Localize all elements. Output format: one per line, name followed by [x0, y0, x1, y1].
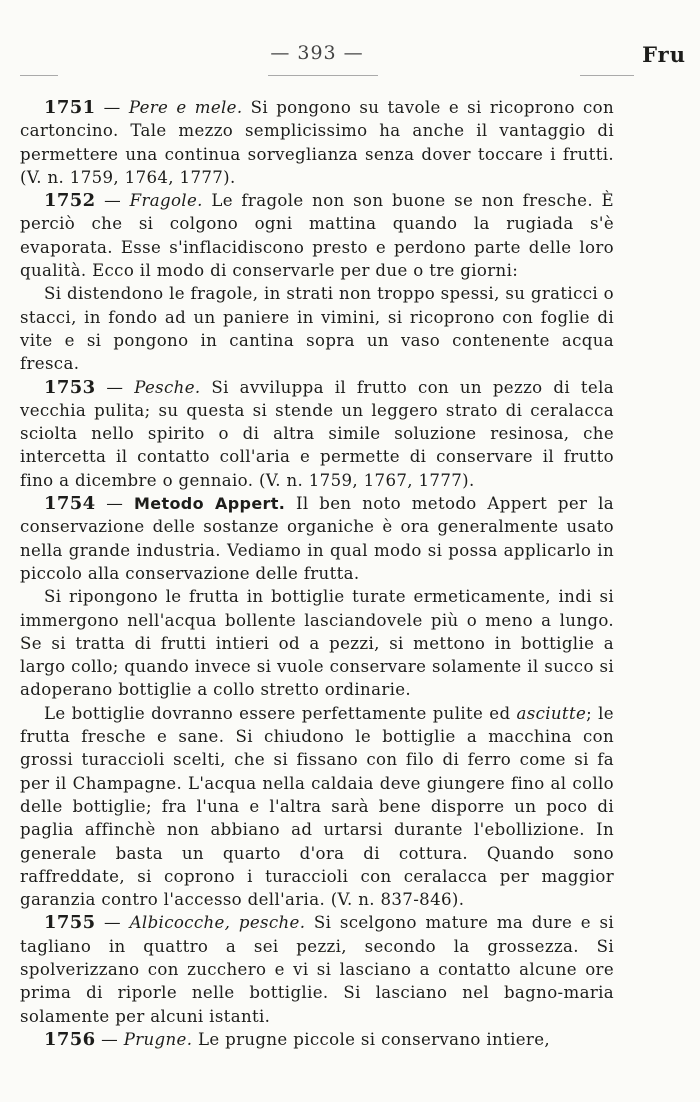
entry-title: Metodo Appert. — [133, 494, 286, 514]
entry-dash: — — [95, 191, 130, 211]
entry-number: 1754 — [44, 493, 96, 515]
entry-number: 1753 — [44, 376, 96, 398]
entry-text: Le prugne piccole si conservano intiere, — [192, 1029, 551, 1049]
entry-text: Il ben noto metodo Appert per la conservazione delle sostanze organiche è ora generalmente usato nella grande industria. Vediamo in qual modo si possa applicarlo in piccolo alla conservazione delle frutta. — [20, 494, 614, 583]
entry-text: Si scelgono mature ma dure e si tagliano in quattro a sei pezzi, secondo la grossezza. Si spolverizzano con zucchero e vi si lasciano a contatto alcune ore prima di riporle nelle bottiglie. Si lasciano nel bagno-maria solamente per alcuni istanti. — [20, 913, 615, 1026]
entry-1756 — [20, 1028, 614, 1051]
entry-number: 1751 — [44, 97, 96, 118]
entry-1755 — [20, 911, 614, 1027]
entry-title: Pere e mele. — [128, 98, 243, 117]
entry-dash: — — [95, 494, 134, 514]
entry-title: Prugne. — [123, 1029, 193, 1049]
entry-title: Fragole. — [129, 191, 203, 211]
entry-dash: — — [95, 98, 129, 117]
entry-text: Si pongono su tavole e si ricoprono con cartoncino. Tale mezzo semplicissimo ha anche il vantaggio di permettere una continua sorveglianza senza dover toccare i frutti. (V. n. 1759, 1764, 1777). — [20, 98, 614, 187]
paragraph-appert-closing — [20, 702, 614, 912]
entry-text: Le fragole non son buone se non fresche. È perciò che si colgono ogni mattina quando la rugiada s'è evaporata. Esse s'inflacidiscono presto e perdono parte delle loro qualità. Ecco il modo di conservarle per due o tre giorni: — [20, 191, 614, 281]
entry-title: Albicocche, pesche. — [129, 913, 306, 933]
running-head: Fru — [642, 42, 686, 67]
paragraph-emphasis: asciutte — [516, 703, 587, 723]
page-body — [20, 96, 614, 1051]
entry-1753 — [20, 376, 614, 492]
page-header — [20, 42, 686, 76]
page-number: — 393 — — [270, 42, 364, 64]
header-rule-middle — [268, 75, 378, 76]
entry-dash: — — [95, 1029, 124, 1049]
entry-dash: — — [95, 913, 130, 933]
paragraph-text-before: Le bottiglie dovranno essere perfettamente pulite ed — [44, 703, 517, 723]
entry-number: 1752 — [44, 190, 96, 212]
header-rule-right — [580, 75, 634, 76]
entry-dash: — — [95, 377, 135, 397]
paragraph-appert-bottles: Si ripongono le frutta in bottiglie turate ermeticamente, indi si immergono nell'acqua bollente lasciandovele più o meno a lungo. Se si tratta di frutti intieri od a pezzi, si mettono in bottiglie a largo collo; quando invece si vuole conservare solamente il succo si adoperano bottiglie a collo stretto ordinarie. — [20, 587, 614, 700]
entry-number: 1756 — [44, 1028, 96, 1050]
entry-1751 — [20, 96, 614, 189]
entry-1752 — [20, 189, 614, 282]
paragraph-fragole-method: Si distendono le fragole, in strati non troppo spessi, su graticci o stacci, in fondo ad un paniere in vimini, si ricoprono con foglie di vite e si pongono in cantina sopra un vaso contenente acqua fresca. — [20, 284, 614, 374]
entry-text: Si avviluppa il frutto con un pezzo di tela vecchia pulita; su questa si stende un leggero strato di ceralacca sciolta nello spirito o di altra simile soluzione resinosa, che intercetta il contatto coll'aria e permette di conservare il frutto fino a dicembre o gennaio. (V. n. 1759, 1767, 1777). — [20, 377, 614, 490]
entry-title: Pesche. — [134, 377, 201, 397]
paragraph-text: ; le frutta fresche e sane. Si chiudono le bottiglie a macchina con grossi turaccioli scelti, che si fissano con filo di ferro come si fa per il Champagne. L'acqua nella caldaia deve giungere fino al collo delle bottiglie; fra l'una e l'altra sarà bene disporre un poco di paglia affinchè non abbiano ad urtarsi durante l'ebollizione. In generale basta un quarto d'ora di cottura. Quando sono raffreddate, si coprono i turaccioli con ceralacca per maggior garanzia contro l'accesso dell'aria. (V. n. 837-846). — [20, 703, 614, 910]
header-rule-left — [20, 75, 58, 76]
entry-number: 1755 — [44, 912, 96, 934]
entry-1754 — [20, 492, 614, 585]
